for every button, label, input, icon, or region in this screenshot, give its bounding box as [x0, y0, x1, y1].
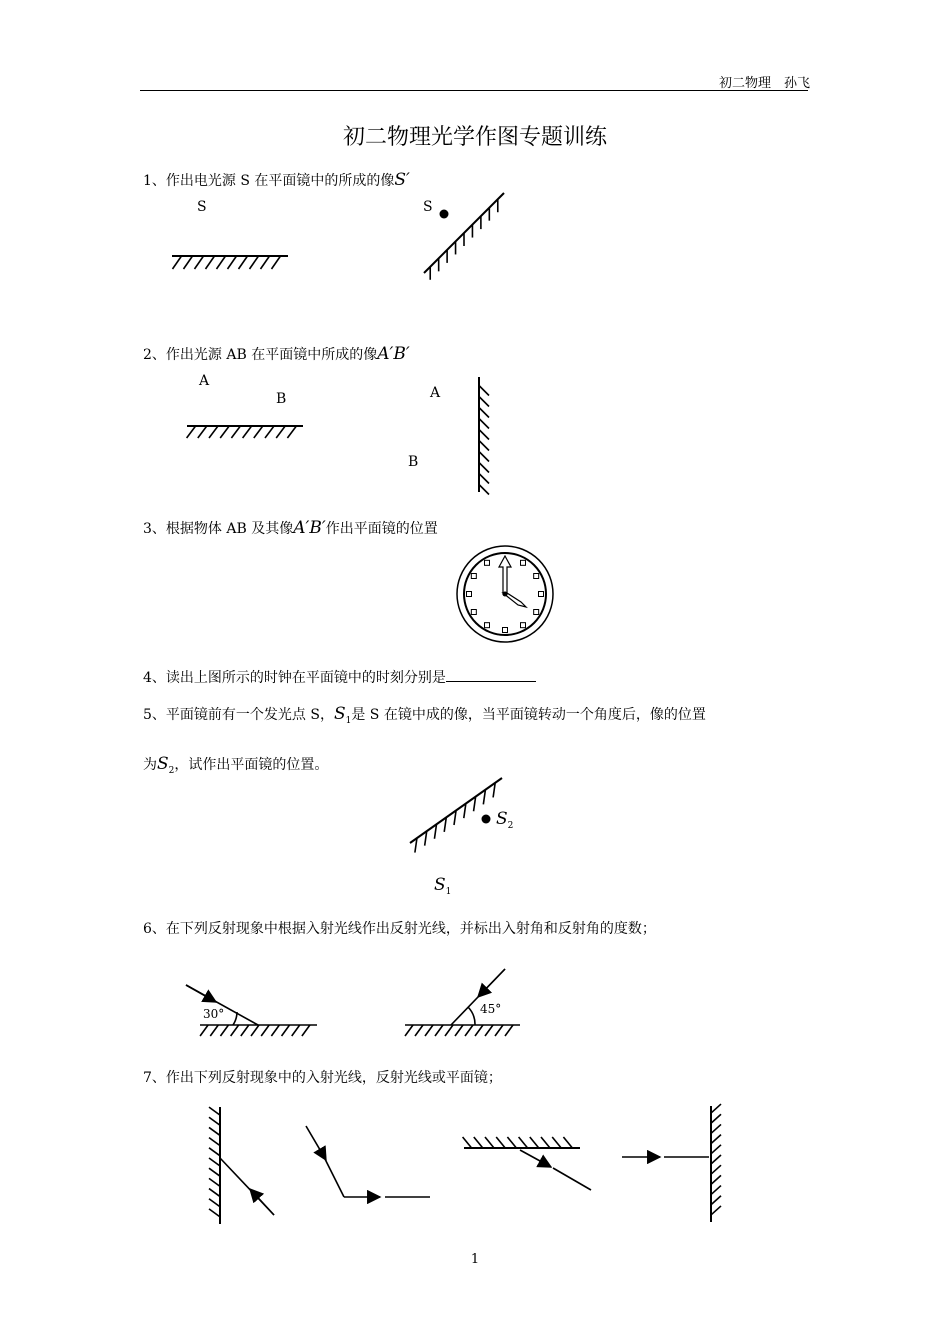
hatch-line — [272, 256, 281, 269]
hatch-line — [231, 426, 240, 438]
hatch-line — [479, 452, 489, 462]
question-4-text: 4、读出上图所示的时钟在平面镜中的时刻分别是 — [143, 670, 446, 686]
hatch-line — [209, 1178, 220, 1186]
header-text: 初二物理 孙飞 — [718, 76, 810, 91]
hatch-line — [282, 1025, 290, 1036]
q7-rays-b — [306, 1126, 430, 1197]
hatch-line — [239, 256, 248, 269]
clock-tick — [467, 592, 472, 597]
hatch-line — [271, 1025, 279, 1036]
hatch-line — [455, 1025, 463, 1036]
hatch-line — [434, 825, 436, 839]
hatch-line — [209, 1127, 220, 1135]
clock-tick — [534, 574, 539, 579]
hatch-line — [200, 1025, 208, 1036]
clock-tick — [539, 592, 544, 597]
hatch-line — [507, 1137, 516, 1148]
hatch-line — [711, 1145, 721, 1154]
q1-mirror-horizontal-hatch — [173, 256, 281, 269]
hatch-line — [711, 1155, 721, 1164]
q1-mirror-tilted-hatch — [430, 199, 498, 280]
hatch-line — [265, 426, 274, 438]
hatch-line — [530, 1137, 539, 1148]
question-3-text-after: 作出平面镜的位置 — [325, 521, 438, 537]
hatch-line — [415, 839, 417, 853]
q2-label-a2: A — [430, 385, 441, 401]
hatch-line — [187, 426, 196, 438]
hatch-line — [209, 1168, 220, 1176]
hatch-line — [479, 430, 489, 440]
hatch-line — [209, 1117, 220, 1125]
hatch-line — [254, 426, 263, 438]
s1-subscript: 1 — [345, 715, 352, 726]
hatch-line — [495, 1025, 503, 1036]
q5-mirror-tilted — [410, 778, 502, 843]
q2-label-b2: B — [408, 454, 419, 470]
question-7: 7、作出下列反射现象中的入射光线，反射光线或平面镜； — [143, 1070, 502, 1086]
q2-label-b1: B — [276, 391, 287, 407]
hatch-line — [444, 818, 446, 832]
hatch-line — [485, 1025, 493, 1036]
q1-label-s-right: S — [423, 199, 433, 215]
question-6: 6、在下列反射现象中根据入射光线作出反射光线，并标出入射角和反射角的度数； — [143, 921, 656, 937]
s2-subscript: 2 — [168, 765, 175, 776]
page-number: 1 — [470, 1252, 480, 1267]
hatch-line — [711, 1135, 721, 1144]
hatch-line — [711, 1104, 721, 1113]
hatch-line — [195, 256, 204, 269]
hatch-line — [228, 256, 237, 269]
hatch-line — [220, 1025, 228, 1036]
clock-tick — [503, 628, 508, 633]
clock-tick — [485, 560, 490, 565]
hatch-line — [711, 1186, 721, 1195]
hatch-line — [302, 1025, 310, 1036]
hatch-line — [479, 485, 489, 495]
hatch-line — [445, 1025, 453, 1036]
hatch-line — [464, 804, 466, 818]
clock-icon — [457, 546, 553, 642]
hatch-line — [563, 1137, 572, 1148]
hatch-line — [198, 426, 207, 438]
hatch-line — [463, 1137, 472, 1148]
hatch-line — [711, 1114, 721, 1123]
hatch-line — [250, 256, 259, 269]
hatch-line — [209, 426, 218, 438]
question-2-formula: A′B′ — [377, 344, 410, 364]
hatch-line — [206, 256, 215, 269]
angle-label-30: 30° — [203, 1007, 225, 1021]
hatch-line — [711, 1206, 721, 1215]
q6-mirror-left-hatch — [200, 1025, 310, 1036]
question-5-text-c: 为 — [143, 757, 157, 773]
hatch-line — [251, 1025, 259, 1036]
hatch-line — [465, 1025, 473, 1036]
question-1-formula: S′ — [394, 170, 410, 190]
clock-tick — [485, 623, 490, 628]
q7-ray-c — [520, 1150, 591, 1190]
hatch-line — [496, 1137, 505, 1148]
hatch-line — [425, 832, 427, 846]
q2-mirror-vertical-hatch — [479, 386, 489, 495]
hatch-line — [261, 256, 270, 269]
question-5-text-a: 5、平面镜前有一个发光点 S， — [143, 707, 334, 723]
s2-letter: S — [157, 754, 169, 774]
hatch-line — [405, 1025, 413, 1036]
question-5-text-d: ，试作出平面镜的位置。 — [174, 757, 329, 773]
hatch-line — [292, 1025, 300, 1036]
q7-ray-a — [220, 1158, 274, 1215]
hatch-line — [505, 1025, 513, 1036]
hatch-line — [711, 1165, 721, 1174]
clock-tick — [521, 623, 526, 628]
hatch-line — [209, 1189, 220, 1197]
hatch-line — [209, 1138, 220, 1146]
q1-label-s-left: S — [197, 199, 207, 215]
question-1-text: 1、作出电光源 S 在平面镜中的所成的像 — [143, 173, 395, 189]
hatch-line — [479, 441, 489, 451]
q6-incident-ray-left — [186, 985, 258, 1025]
hatch-line — [220, 426, 229, 438]
hatch-line — [479, 463, 489, 473]
hatch-line — [276, 426, 285, 438]
clock-tick — [521, 560, 526, 565]
hatch-line — [184, 256, 193, 269]
hatch-line — [209, 1199, 220, 1207]
hatch-line — [217, 256, 226, 269]
hatch-line — [209, 1158, 220, 1166]
q6-incident-ray-right — [451, 969, 505, 1025]
hatch-line — [475, 1025, 483, 1036]
hatch-line — [261, 1025, 269, 1036]
hatch-line — [243, 426, 252, 438]
hatch-line — [241, 1025, 249, 1036]
hatch-line — [711, 1175, 721, 1184]
q5-diagram-s2: $S_2$ — [496, 809, 514, 831]
hatch-line — [474, 797, 476, 811]
hatch-line — [425, 1025, 433, 1036]
hatch-line — [231, 1025, 239, 1036]
question-3-text-before: 3、根据物体 AB 及其像 — [143, 521, 294, 537]
question-3-formula: A′B′ — [293, 518, 326, 538]
hatch-line — [479, 408, 489, 418]
q5-s2-dot — [482, 815, 491, 824]
question-2-text: 2、作出光源 AB 在平面镜中所成的像 — [143, 347, 378, 363]
angle-label-45: 45° — [480, 1002, 502, 1016]
hatch-line — [493, 783, 495, 797]
hatch-line — [541, 1137, 550, 1148]
hatch-line — [435, 1025, 443, 1036]
q7-mirror-d-hatch — [711, 1104, 721, 1215]
s1-letter: S — [333, 704, 346, 724]
hatch-line — [209, 1107, 220, 1115]
page-title: 初二物理光学作图专题训练 — [342, 125, 607, 150]
clock-tick — [471, 574, 476, 579]
q5-diagram-s1: $S_1$ — [434, 875, 452, 897]
hatch-line — [485, 1137, 494, 1148]
hatch-line — [479, 397, 489, 407]
hatch-line — [483, 790, 485, 804]
clock-tick — [534, 610, 539, 615]
hatch-line — [479, 474, 489, 484]
q6-mirror-right-hatch — [405, 1025, 513, 1036]
q7-mirror-c-hatch — [463, 1137, 573, 1148]
clock-tick — [471, 610, 476, 615]
hatch-line — [454, 811, 456, 825]
hatch-line — [711, 1196, 721, 1205]
hatch-line — [173, 256, 182, 269]
hatch-line — [287, 426, 296, 438]
hatch-line — [711, 1124, 721, 1133]
hatch-line — [479, 419, 489, 429]
q2-label-a1: A — [199, 373, 210, 389]
question-5-text-b: 是 S 在镜中成的像，当平面镜转动一个角度后，像的位置 — [351, 707, 706, 723]
hatch-line — [519, 1137, 528, 1148]
hatch-line — [210, 1025, 218, 1036]
q7-mirror-a-hatch — [209, 1107, 220, 1217]
hatch-line — [209, 1148, 220, 1156]
q2-mirror-horizontal-hatch — [187, 426, 297, 438]
hatch-line — [552, 1137, 561, 1148]
hatch-line — [209, 1209, 220, 1217]
hatch-line — [415, 1025, 423, 1036]
hatch-line — [474, 1137, 483, 1148]
q1-light-source-dot — [440, 210, 449, 219]
hatch-line — [479, 386, 489, 396]
